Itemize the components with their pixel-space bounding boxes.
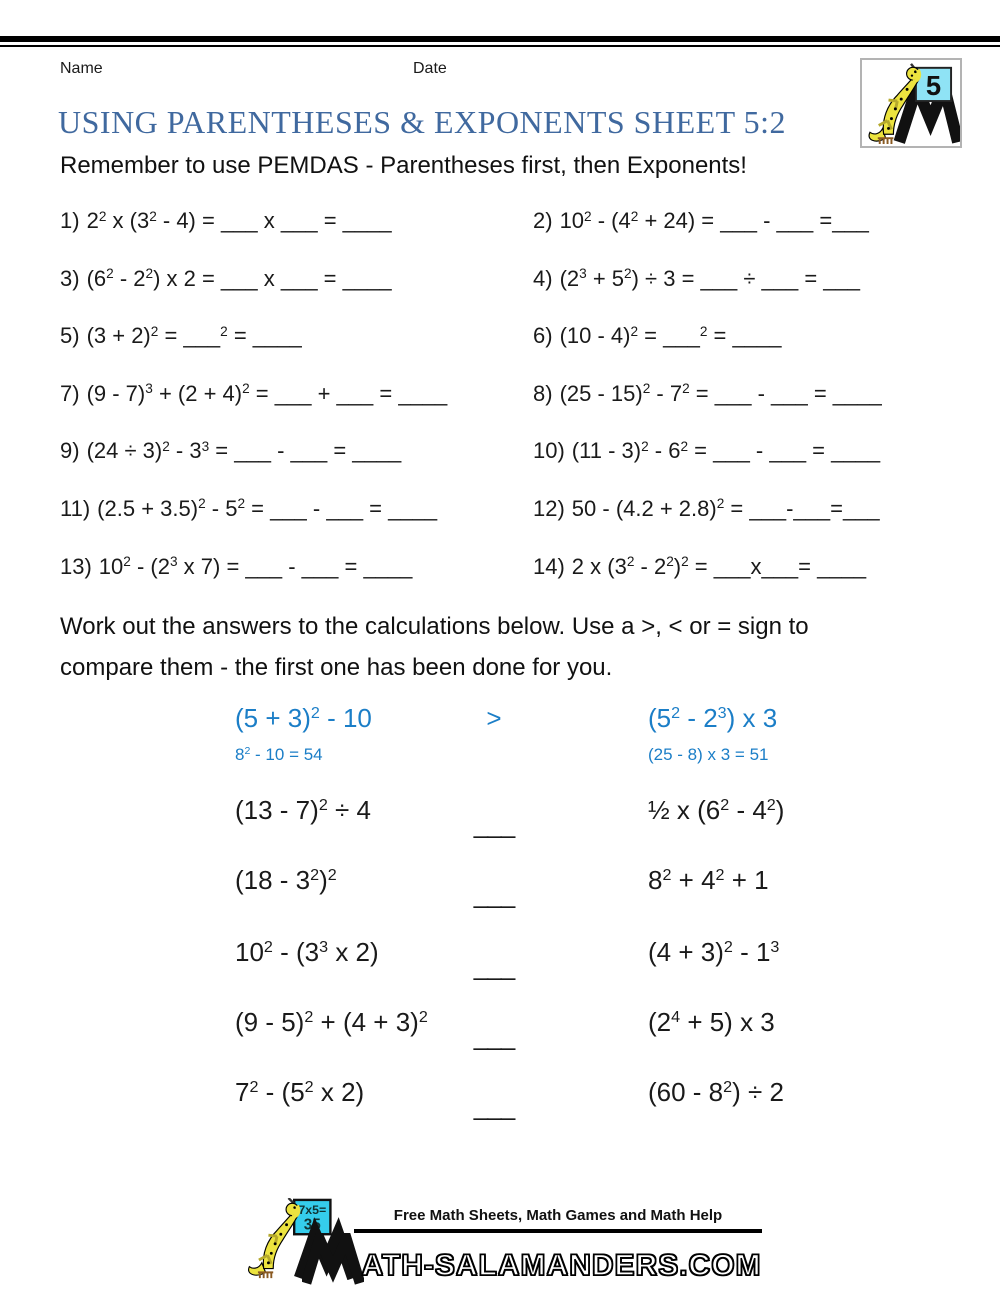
- brand-m-icon: [302, 1233, 364, 1285]
- comparison-sign-blank: ___: [473, 1021, 515, 1051]
- comparison-instructions: [60, 606, 809, 688]
- comparison-right-expression: $8^2 + 4^2 + 1$: [648, 865, 769, 895]
- comparison-row-1-working: [0, 745, 1000, 791]
- comparison-row-5: [0, 1007, 1000, 1053]
- problem-2: 2) $10^2 - (4^2 + 24)$ = ___ - ___ =___: [533, 208, 869, 233]
- logo-board-number: 5: [925, 70, 942, 102]
- problem-7: 7) $(9 - 7)^3 + (2 + 4)^2$ = ___ + ___ = ____: [60, 380, 448, 406]
- right-working: (25 - 8) x 3 = 51: [648, 745, 769, 764]
- comparison-left-expression: $(5 + 3)^2 - 10$: [235, 703, 372, 733]
- comparison-left-expression: (13 - 7)$^2$ ÷ 4: [235, 795, 371, 825]
- problem-3: 3) $(6^2 - 2^2)$ x 2 = ___ x ___ = ____: [60, 265, 392, 291]
- problem-12: 12) $50 - (4.2 + 2.8)^2$ = ___-___=___: [533, 495, 880, 521]
- problem-6: 6) (10 - 4)$^2$ = ___$^2$ = ____: [533, 323, 782, 349]
- footer-board-line1: 7x5=: [298, 1203, 327, 1218]
- page-title: USING PARENTHESES & EXPONENTS SHEET 5:2: [58, 104, 787, 140]
- stool-shape: [878, 138, 894, 144]
- footer-tagline: Free Math Sheets, Math Games and Math Help: [354, 1205, 761, 1233]
- comparison-sign-blank: ___: [473, 951, 515, 981]
- comparison-sign: >: [486, 703, 502, 733]
- comparison-row-4: [0, 937, 1000, 983]
- footer-brand-bar: [0, 1198, 1000, 1285]
- comparison-sign-blank: ___: [473, 809, 515, 839]
- problem-4: 4) $(2^3 + 5^2) \div 3$ = ___ ÷ ___ = ___: [533, 265, 861, 291]
- problem-8: 8) $(25 - 15)^2 - 7^2$ = ___ - ___ = ____: [533, 380, 882, 406]
- problem-10: 10) $(11 - 3)^2 - 6^2$ = ___ - ___ = ____: [533, 438, 881, 464]
- page-subtitle: Remember to use PEMDAS - Parentheses first, then Exponents!: [60, 152, 747, 179]
- comparison-row-1: [0, 703, 1000, 749]
- comparison-left-expression: $(18 - 3^2)^2$: [235, 865, 337, 895]
- problem-5: 5) $(3 + 2)^2$ = ___$^2$ = ____: [60, 323, 302, 349]
- left-working: $8^2 - 10 = 54$: [235, 745, 323, 764]
- problems-grid: [60, 206, 960, 609]
- comparison-right-expression: $(2^4 + 5)$ x 3: [648, 1007, 775, 1037]
- comparison-right-expression: ½ x $(6^2 - 4^2)$: [648, 795, 785, 825]
- instructions-line-2: compare them - the first one has been done for you.: [60, 654, 613, 681]
- salamander-logo-icon: [862, 60, 960, 146]
- math-salamanders-corner-logo: [860, 58, 962, 148]
- instructions-line-1: Work out the answers to the calculations below. Use a >, < or = sign to: [60, 613, 809, 640]
- stool-shape: [258, 1272, 273, 1278]
- footer-brand-row: [302, 1233, 761, 1285]
- comparison-left-expression: $10^2 - (3^3$ x 2): [235, 937, 379, 967]
- footer-text-block: [354, 1205, 761, 1285]
- comparison-right-expression: $(4 + 3)^2 - 1^3$: [648, 937, 780, 967]
- comparison-sign-blank: ___: [473, 879, 515, 909]
- top-rule-thin: [0, 45, 1000, 47]
- date-label: Date: [413, 60, 447, 77]
- comparison-right-expression: $(5^2 - 2^3)$ x 3: [648, 703, 778, 733]
- problem-11: 11) $(2.5 + 3.5)^2 - 5^2$ = ___ - ___ = ____: [60, 495, 438, 521]
- comparison-right-expression: $(60 - 8^2) \div 2$: [648, 1077, 784, 1107]
- problem-14: 14) 2 x $(3^2 - 2^2)^2$ = ___x___= ____: [533, 553, 867, 579]
- problem-13: 13) $10^2 - (2^3$ x 7) = ___ - ___ = ____: [60, 553, 413, 579]
- comparison-left-expression: $(9 - 5)^2 + (4 + 3)^2$: [235, 1007, 428, 1037]
- comparison-row-3: [0, 865, 1000, 911]
- comparison-row-6: [0, 1077, 1000, 1123]
- problem-9: 9) $(24 \div 3)^2 - 3^3$ = ___ - ___ = ____: [60, 438, 402, 464]
- name-label: Name: [60, 60, 103, 77]
- footer-brand-text: ATH-SALAMANDERS.COM: [361, 1249, 762, 1282]
- salamander-icon: [249, 1203, 299, 1278]
- comparison-sign-blank: ___: [473, 1091, 515, 1121]
- comparison-left-expression: $7^2 - (5^2$ x 2): [235, 1077, 365, 1107]
- footer-board-line2: 35: [304, 1216, 322, 1234]
- top-rule-thick: [0, 36, 1000, 42]
- problem-1: 1) $2^2$ x $(3^2 - 4)$ = ___ x ___ = ____: [60, 208, 392, 233]
- comparison-row-2: [0, 795, 1000, 841]
